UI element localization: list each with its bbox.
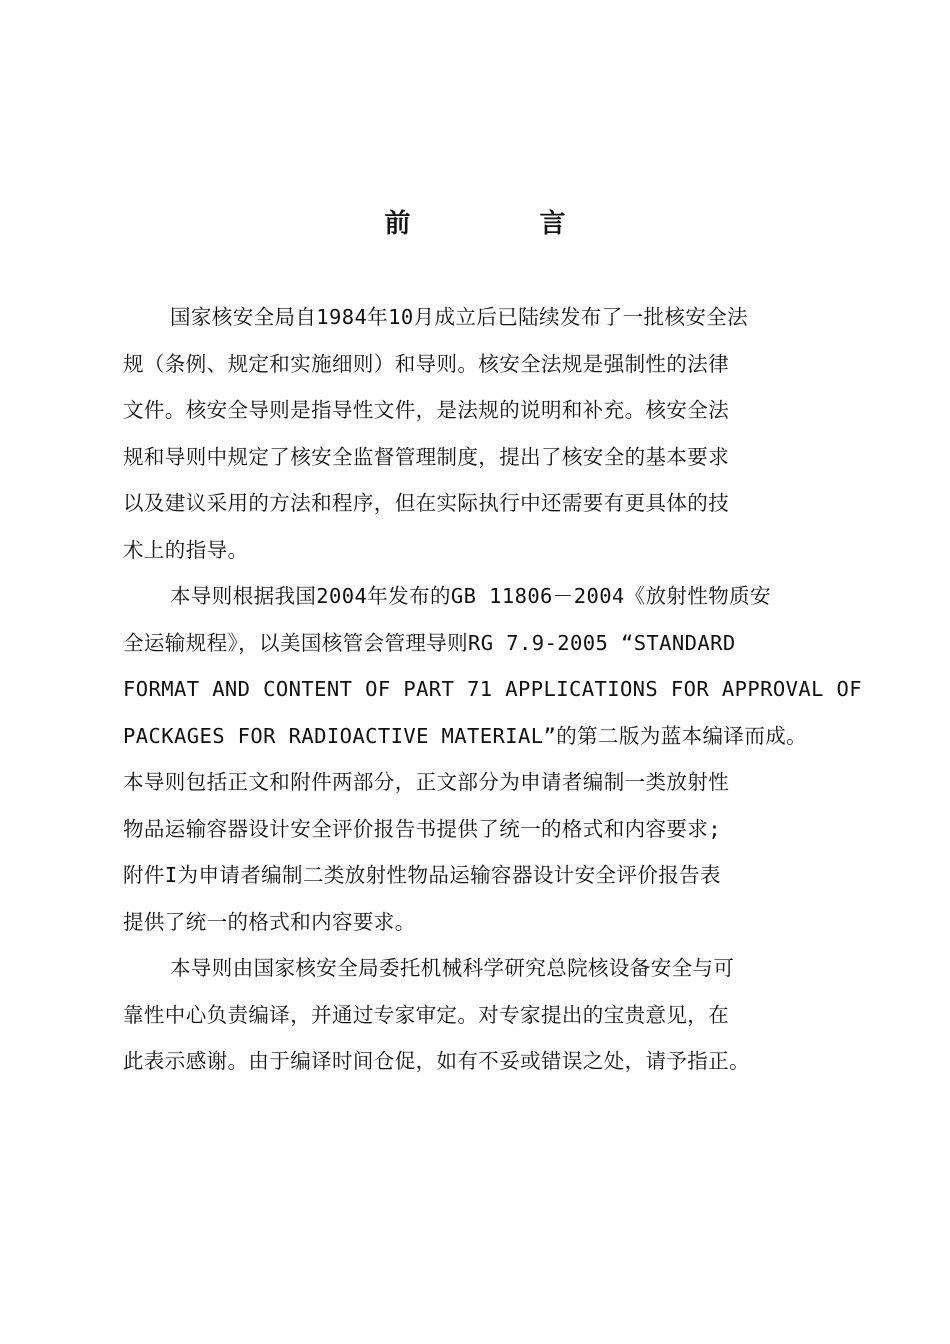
- paragraph-3-line: 此表示感谢。由于编译时间仓促，如有不妥或错误之处，请予指正。: [123, 1049, 750, 1073]
- page-title: 前 言: [384, 209, 626, 239]
- paragraph-2-line: FORMAT AND CONTENT OF PART 71 APPLICATIONS FOR APPROVAL OF: [123, 677, 863, 701]
- paragraph-1-line: 以及建议采用的方法和程序，但在实际执行中还需要有更具体的技: [123, 491, 730, 515]
- paragraph-2-line: PACKAGES FOR RADIOACTIVE MATERIAL”的第二版为蓝本编译而成。: [123, 723, 808, 748]
- paragraph-1-line: 规（条例、规定和实施细则）和导则。核安全法规是强制性的法律: [123, 351, 730, 376]
- paragraph-2-line: 附件I为申请者编制二类放射性物品运输容器设计安全评价报告表: [123, 863, 721, 887]
- paragraph-2-line: 物品运输容器设计安全评价报告书提供了统一的格式和内容要求;: [123, 816, 721, 841]
- paragraph-2-line: 全运输规程》，以美国核管会管理导则RG 7.9-2005 “STANDARD: [123, 630, 736, 655]
- paragraph-1-line: 文件。核安全导则是指导性文件，是法规的说明和补充。核安全法: [123, 398, 730, 422]
- paragraph-1-line: 术上的指导。: [123, 537, 249, 562]
- paragraph-3-line: 靠性中心负责编译，并通过专家审定。对专家提出的宝贵意见，在: [123, 1002, 730, 1027]
- paragraph-1-line: 国家核安全局自1984年10月成立后已陆续发布了一批核安全法: [170, 305, 749, 329]
- paragraph-2-line: 本导则包括正文和附件两部分，正文部分为申请者编制一类放射性: [123, 770, 730, 794]
- paragraph-2-line: 提供了统一的格式和内容要求。: [123, 909, 416, 934]
- paragraph-3-line: 本导则由国家核安全局委托机械科学研究总院核设备安全与可: [170, 956, 735, 980]
- paragraph-1-line: 规和导则中规定了核安全监督管理制度，提出了核安全的基本要求: [123, 444, 730, 469]
- paragraph-2-line: 本导则根据我国2004年发布的GB 11806－2004《放射性物质安: [170, 584, 771, 608]
- preface-body: [123, 294, 863, 1085]
